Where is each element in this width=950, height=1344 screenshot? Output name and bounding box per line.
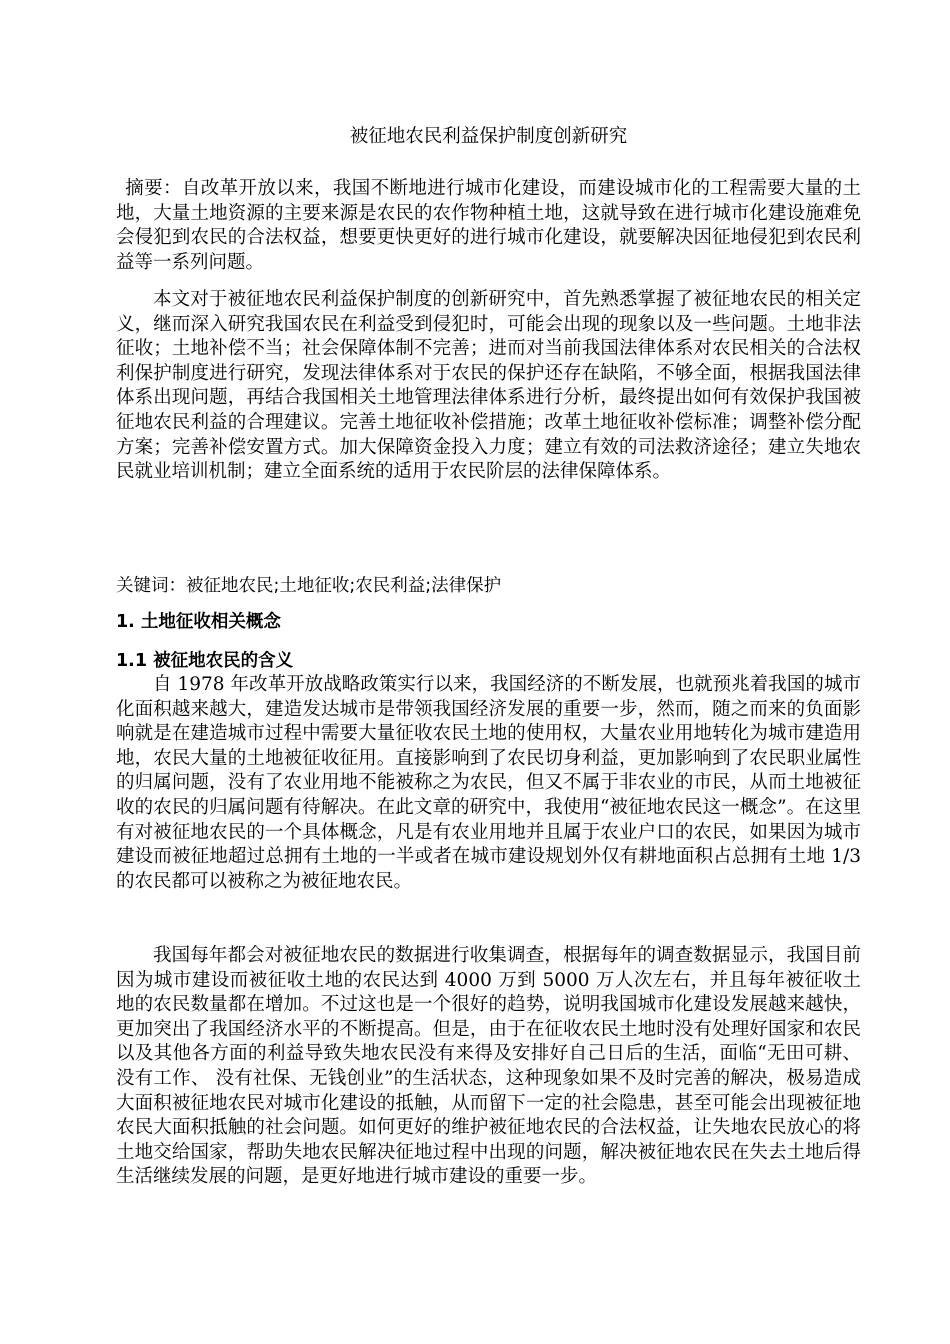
abstract-paragraph: 摘要：自改革开放以来，我国不断地进行城市化建设，而建设城市化的工程需要大量的土地，大量土地资源的主要来源是农民的农作物种植土地，这就导致在进行城市化建设施难免会侵犯到农民的合法权益，想要更快更好的进行城市化建设，就要解决因征地侵犯到农民利益等一系列问题。 — [116, 178, 861, 273]
section-heading-1: 1. 土地征收相关概念 — [116, 612, 281, 632]
intro-paragraph: 本文对于被征地农民利益保护制度的创新研究中，首先熟悉掌握了被征地农民的相关定义，继而深入研究我国农民在利益受到侵犯时，可能会出现的现象以及一些问题。土地非法征收；土地补偿不当；社会保障体制不完善；进而对当前我国法律体系对农民相关的合法权利保护制度进行研究，发现法律体系对于农民的保护还存在缺陷，不够全面，根据我国法律体系出现问题，再结合我国相关土地管理法律体系进行分析，最终提出如何有效保护我国被征地农民利益的合理建议。完善土地征收补偿措施；改革土地征收补偿标准；调整补偿分配方案；完善补偿安置方式。加大保障资金投入力度；建立有效的司法救济途径；建立失地农民就业培训机制；建立全面系统的适用于农民阶层的法律保障体系。 — [116, 289, 861, 483]
section-heading-1-1: 1.1 被征地农民的含义 — [116, 651, 294, 671]
keywords-line: 关键词：被征地农民;土地征收;农民利益;法律保护 — [116, 576, 502, 596]
document-title: 被征地农民利益保护制度创新研究 — [349, 126, 628, 147]
body-paragraph: 自 1978 年改革开放战略政策实行以来，我国经济的不断发展，也就预兆着我国的城市化面积越来越大，建造发达城市是带领我国经济发展的重要一步，然而，随之而来的负面影响就是在建造城市过程中需要大量征收农民土地的使用权，大量农业用地转化为城市建造用地，农民大量的土地被征收征用。直接影响到了农民切身利益，更加影响到了农民职业属性的归属问题，没有了农业用地不能被称之为农民，但又不属于非农业的市民，从而土地被征收的农民的归属问题有待解决。在此文章的研究中，我使用“被征地农民这一概念”。在这里有对被征地农民的一个具体概念，凡是有农业用地并且属于农业户口的农民，如果因为城市建设而被征地超过总拥有土地的一半或者在城市建设规划外仅有耕地面积占总拥有土地 1/3 的农民都可以被称之为被征地农民。 — [116, 674, 861, 892]
body-paragraph: 我国每年都会对被征地农民的数据进行收集调查，根据每年的调查数据显示，我国目前因为城市建设而被征收土地的农民达到 4000 万到 5000 万人次左右，并且每年被征收土地的农民数量都在增加。不过这也是一个很好的趋势，说明我国城市化建设发展越来越快，更加突出了我国经济水平的不断提高。但是，由于在征收农民土地时没有处理好国家和农民以及其他各方面的利益导致失地农民没有来得及安排好自己日后的生活，面临“无田可耕、没有工作、 没有社保、无钱创业”的生活状态，这种现象如果不及时完善的解决，极易造成大面积被征地农民对城市化建设的抵触，从而留下一定的社会隐患，甚至可能会出现被征地农民大面积抵触的社会问题。如何更好的维护被征地农民的合法权益，让失地农民放心的将土地交给国家，帮助失地农民解决征地过程中出现的问题，解决被征地农民在失去土地后得生活继续发展的问题，是更好地进行城市建设的重要一步。 — [116, 945, 861, 1188]
